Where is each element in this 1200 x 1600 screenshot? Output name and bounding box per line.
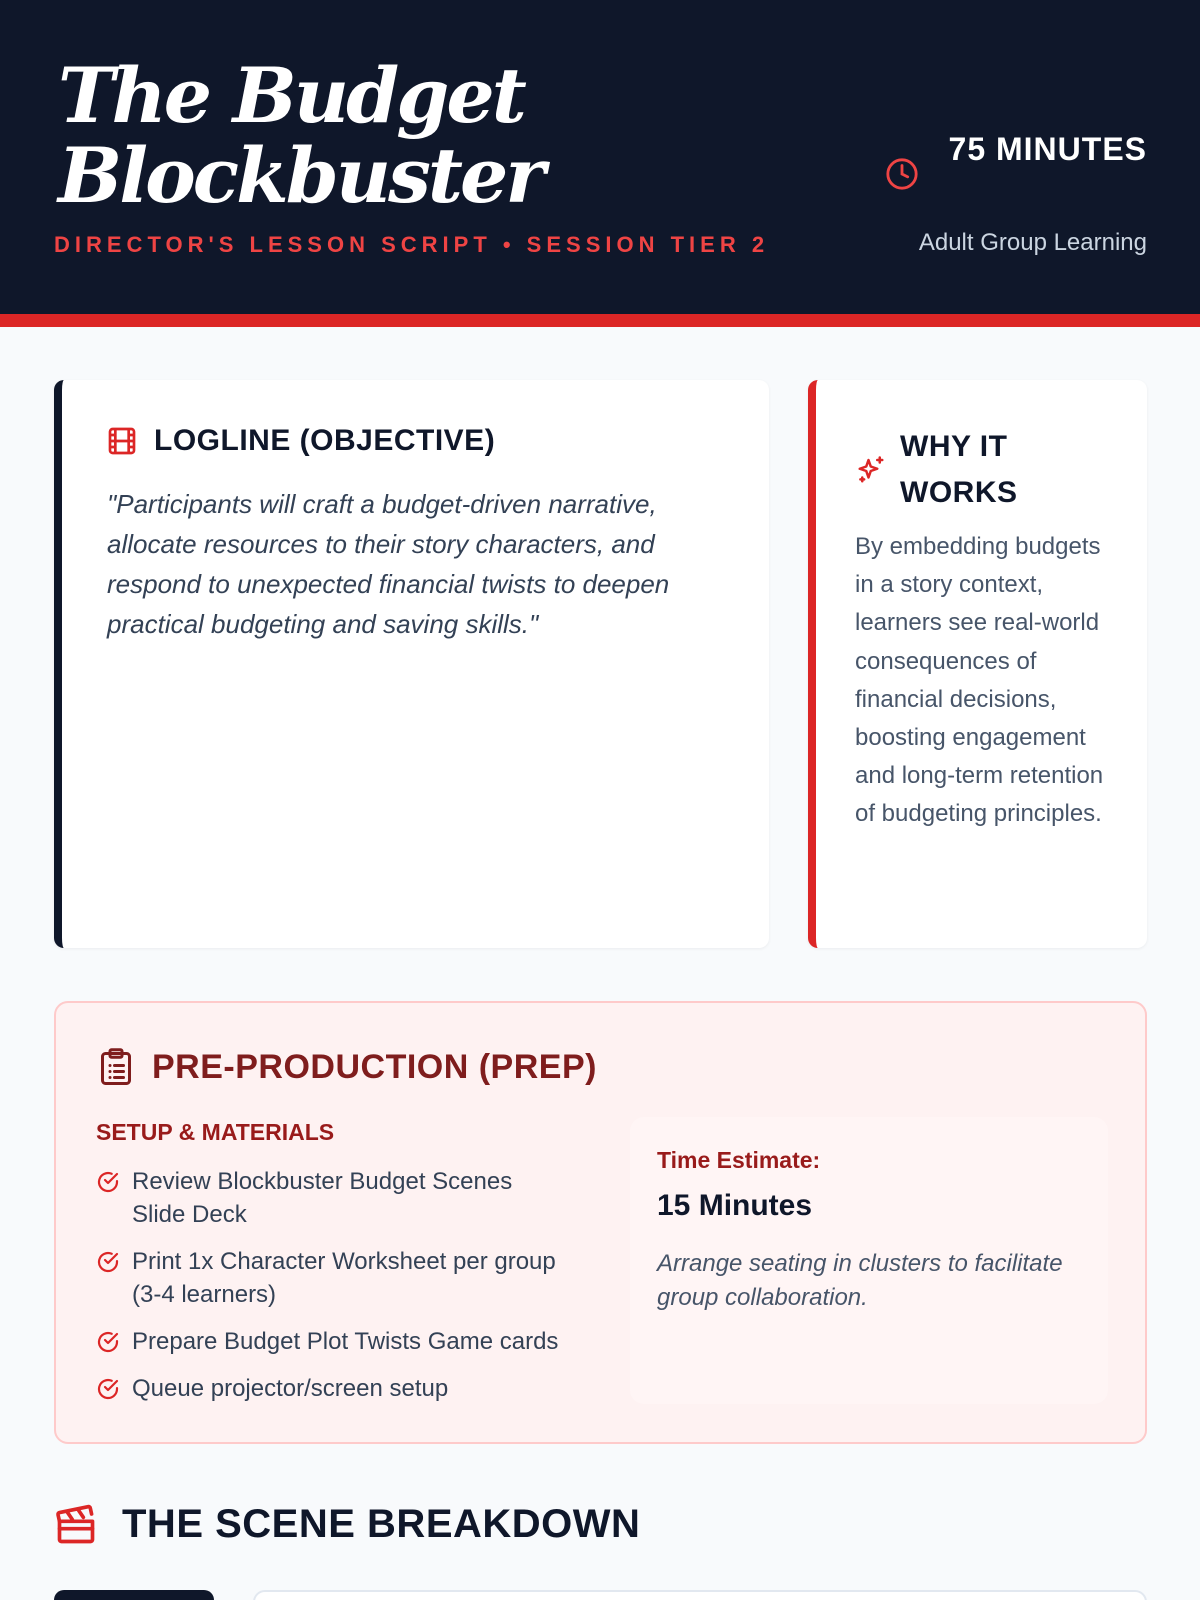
lesson-title: The Budget Blockbuster: [58, 51, 543, 220]
materials-list: [96, 1165, 566, 1419]
list-item-text: Prepare Budget Plot Twists Game cards: [132, 1328, 559, 1355]
clipboard-icon: [98, 1047, 134, 1087]
logline-card: [54, 380, 769, 948]
list-item-text: Print 1x Character Worksheet per group (3-4 learners): [132, 1248, 556, 1308]
clapperboard-icon: [54, 1503, 98, 1547]
prep-title: PRE-PRODUCTION (PREP): [152, 1047, 597, 1086]
time-estimate-note: Arrange seating in clusters to facilitate group collaboration.: [657, 1250, 1063, 1311]
lesson-subtitle: DIRECTOR'S LESSON SCRIPT • SESSION TIER 2: [54, 232, 770, 257]
film-icon: [106, 425, 138, 457]
why-title: WHY IT WORKS: [900, 430, 1018, 509]
list-item: [96, 1372, 566, 1405]
time-estimate-box: [630, 1117, 1108, 1404]
time-estimate-value: 15 Minutes: [657, 1189, 813, 1222]
scene-card: [253, 1590, 1147, 1600]
list-item: [96, 1165, 566, 1231]
why-it-works-card: [808, 380, 1147, 948]
sparkles-icon: [856, 455, 886, 485]
check-circle-icon: [96, 1330, 120, 1354]
pre-production-panel: [54, 1001, 1147, 1444]
duration-label: 75 MINUTES: [948, 131, 1147, 167]
check-circle-icon: [96, 1250, 120, 1274]
list-item: [96, 1245, 566, 1311]
scene-breakdown-heading: [54, 1502, 640, 1547]
why-body: By embedding budgets in a story context, learners see real-world consequences of financial decisions, boosting engagement and long-term retention of budgeting principles.: [855, 533, 1104, 828]
list-item-text: Queue projector/screen setup: [132, 1375, 449, 1402]
check-circle-icon: [96, 1170, 120, 1194]
lesson-header: [0, 0, 1200, 314]
logline-quote: "Participants will craft a budget-driven narrative, allocate resources to their story characters, and respond to unexpected financial twists to deepen practical budgeting and saving skills.": [107, 489, 670, 639]
logline-heading: [106, 424, 495, 458]
prep-subtitle: SETUP & MATERIALS: [96, 1119, 335, 1145]
list-item: [96, 1325, 566, 1358]
header-accent-stripe: [0, 314, 1200, 327]
clock-icon: [885, 157, 919, 191]
why-heading: [856, 424, 1050, 516]
list-item-text: Review Blockbuster Budget Scenes Slide Deck: [132, 1168, 513, 1228]
time-estimate-label: Time Estimate:: [657, 1147, 821, 1173]
logline-title: LOGLINE (OBJECTIVE): [154, 424, 496, 457]
scene-timing-tab: [54, 1590, 214, 1600]
prep-heading: [98, 1047, 597, 1087]
scene-breakdown-title: THE SCENE BREAKDOWN: [122, 1502, 641, 1546]
check-circle-icon: [96, 1377, 120, 1401]
audience-label: Adult Group Learning: [918, 229, 1147, 256]
